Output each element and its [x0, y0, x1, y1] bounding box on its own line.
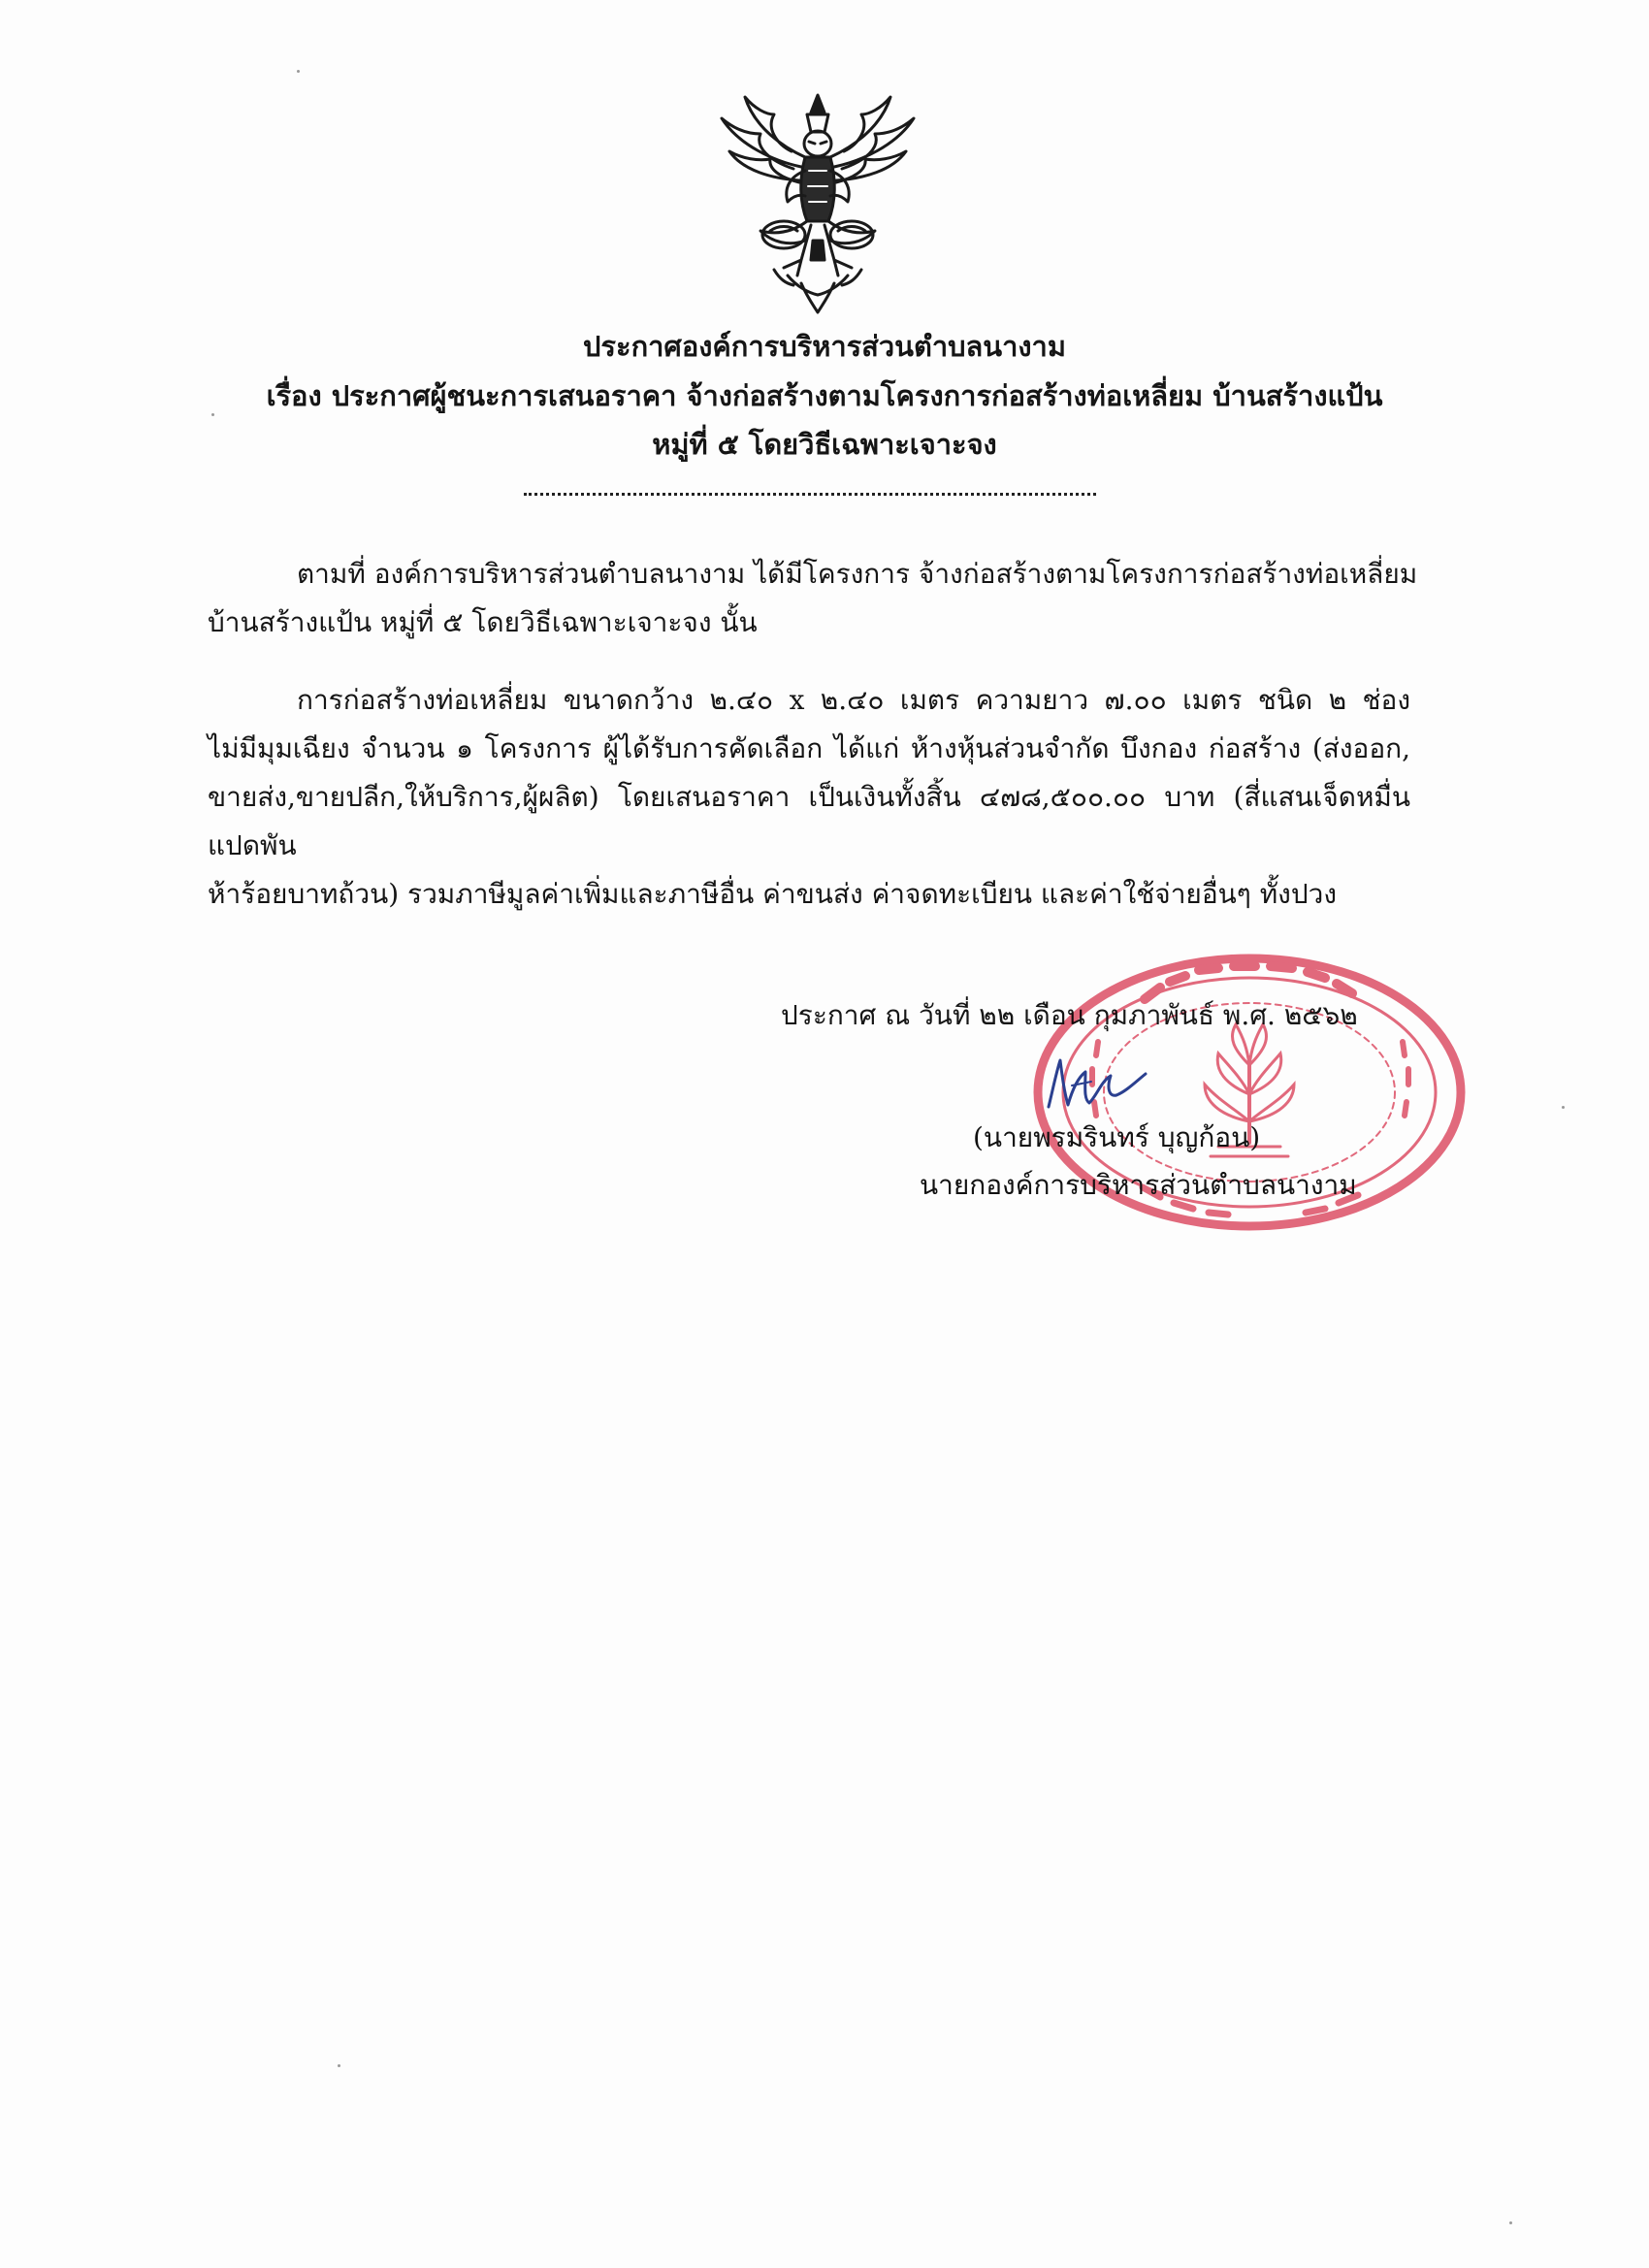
scan-speck: [1562, 1106, 1565, 1109]
paragraph-award-line-4: ห้าร้อยบาทถ้วน) รวมภาษีมูลค่าเพิ่มและภาษีอื่น ค่าขนส่ง ค่าจดทะเบียน และค่าใช้จ่ายอื่นๆ ทั้งปวง: [208, 878, 1338, 910]
garuda-emblem-icon: [716, 89, 920, 317]
scan-speck: [1509, 2221, 1512, 2224]
paragraph-award-line-2: ไม่มีมุมเฉียง จำนวน ๑ โครงการ ผู้ได้รับการคัดเลือก ได้แก่ ห้างหุ้นส่วนจำกัด บึงกอง ก่อสร้าง (ส่งออก,: [208, 732, 1410, 764]
paragraph-intro-line-1: ตามที่ องค์การบริหารส่วนตำบลนางาม ได้มีโครงการ จ้างก่อสร้างตามโครงการก่อสร้างท่อเหลี่ยม: [297, 558, 1418, 590]
paragraph-award-details: [208, 676, 1410, 919]
paragraph-intro-line-2: บ้านสร้างแป้น หมู่ที่ ๕ โดยวิธีเฉพาะเจาะจง นั้น: [208, 606, 758, 638]
announcement-title: ประกาศองค์การบริหารส่วนตำบลนางาม: [583, 330, 1066, 363]
paragraph-award-line-1: การก่อสร้างท่อเหลี่ยม ขนาดกว้าง ๒.๔๐ x ๒.๔๐ เมตร ความยาว ๗.๐๐ เมตร ชนิด ๒ ช่อง: [297, 684, 1410, 716]
announcement-subject: เรื่อง ประกาศผู้ชนะการเสนอราคา จ้างก่อสร้างตามโครงการก่อสร้างท่อเหลี่ยม บ้านสร้างแป้น: [266, 379, 1383, 412]
signer-title: นายกองค์การบริหารส่วนตำบลนางาม: [920, 1169, 1357, 1201]
handwritten-signature: [1043, 1053, 1149, 1120]
paragraph-award-line-3: ขายส่ง,ขายปลีก,ให้บริการ,ผู้ผลิต) โดยเสนอราคา เป็นเงินทั้งสิ้น ๔๗๘,๕๐๐.๐๐ บาท (สี่แสนเจ็ดหมื่นแปดพัน: [208, 781, 1411, 861]
title-divider: [524, 493, 1096, 496]
announcement-subject-continued: หมู่ที่ ๕ โดยวิธีเฉพาะเจาะจง: [652, 428, 997, 461]
signer-name: (นายพรมรินทร์ บุญก้อน): [973, 1121, 1261, 1153]
announcement-date: ประกาศ ณ วันที่ ๒๒ เดือน กุมภาพันธ์ พ.ศ. ๒๕๖๒: [781, 999, 1358, 1031]
scan-speck: [297, 70, 300, 73]
scan-speck: [211, 413, 214, 416]
paragraph-intro: [208, 550, 1418, 647]
scan-speck: [338, 2064, 340, 2067]
